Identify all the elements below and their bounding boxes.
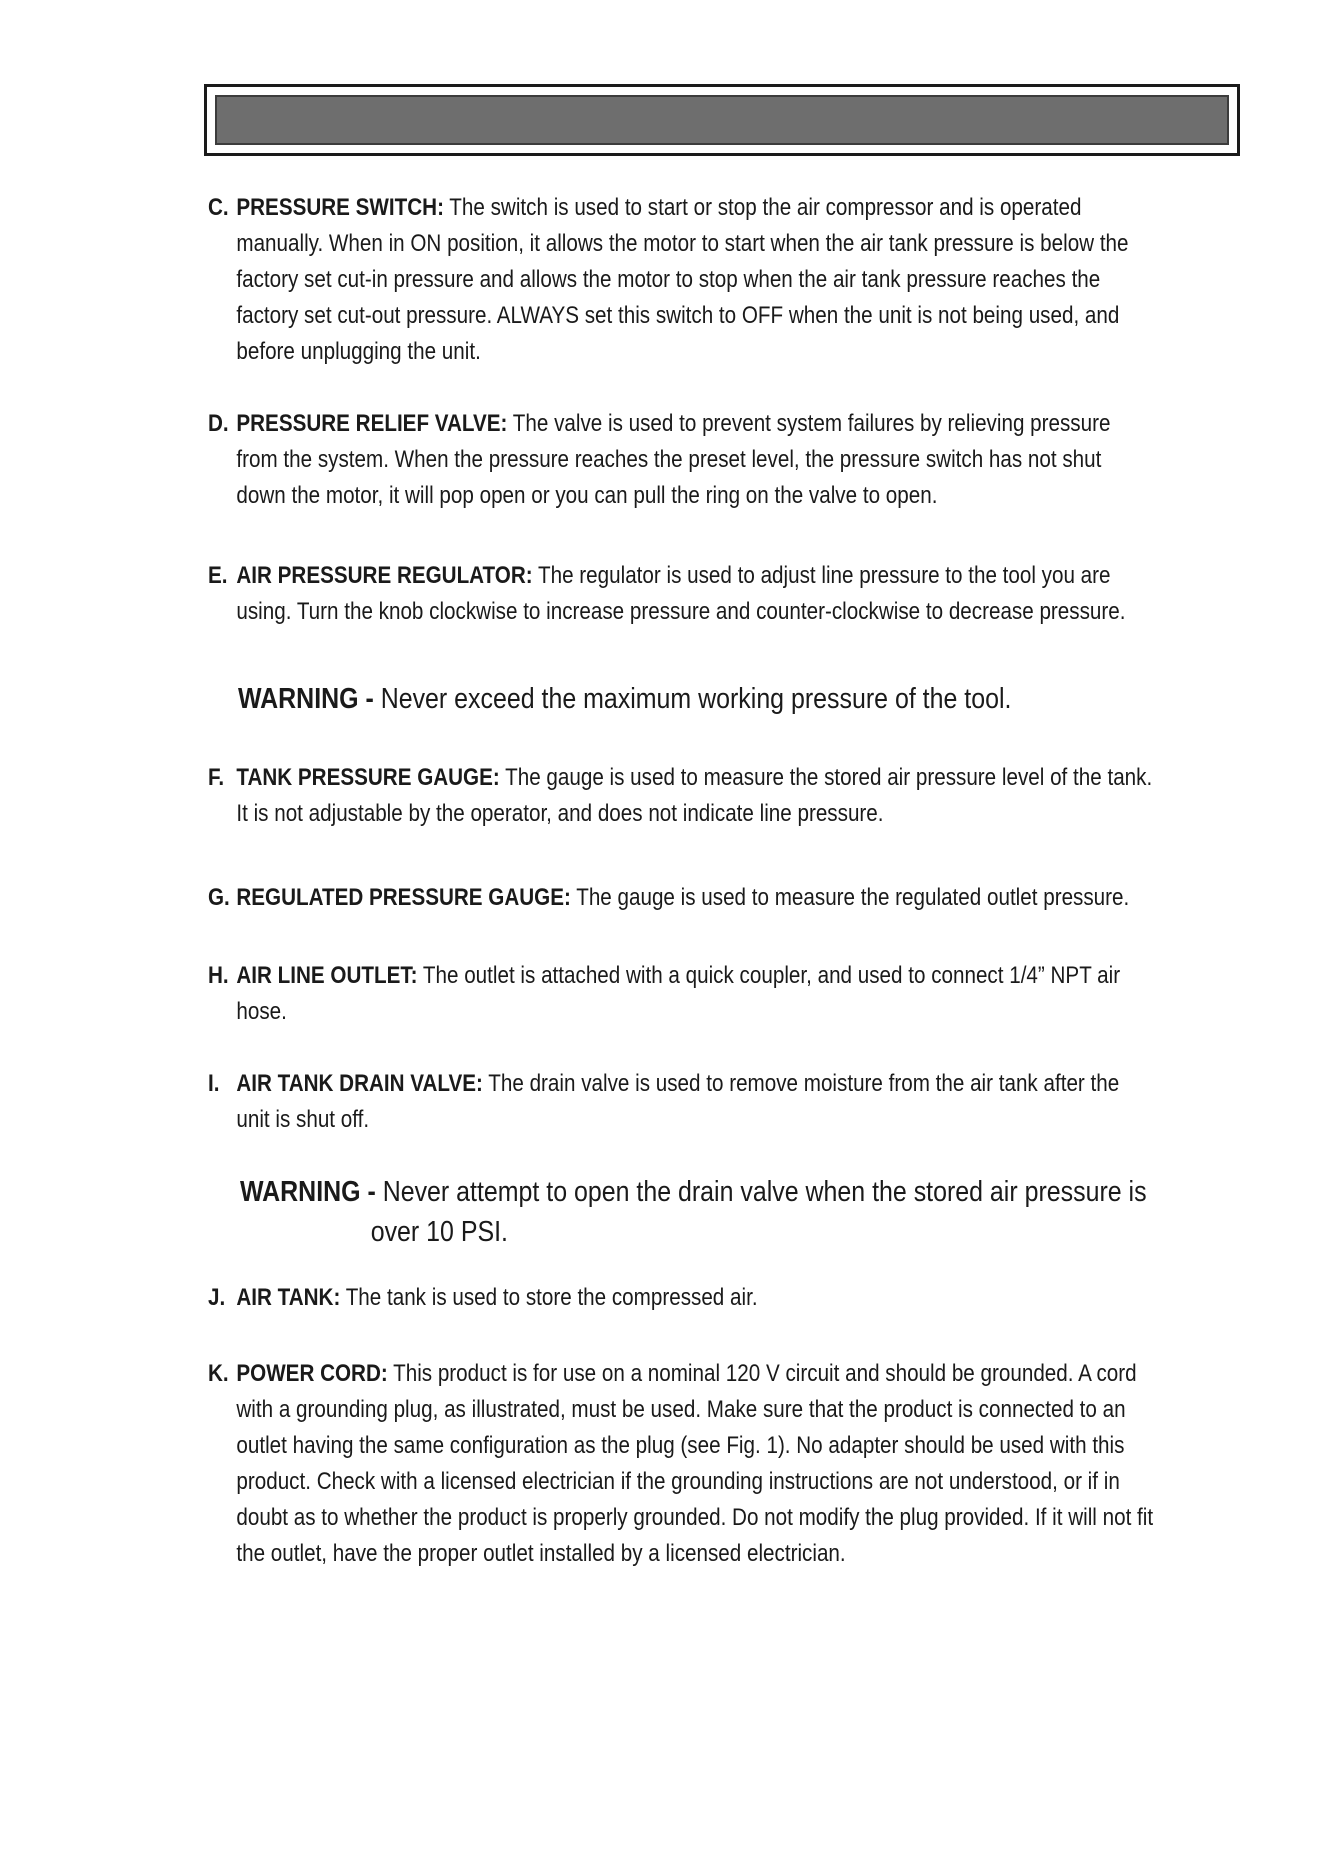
item-letter: D. — [208, 410, 229, 437]
item-letter: J. — [208, 1284, 226, 1311]
item-label: PRESSURE RELIEF VALVE: — [236, 410, 508, 437]
item-letter: G. — [208, 884, 230, 911]
item-text: The regulator is used to adjust line pressure to the tool you are using. Turn the knob clockwise to increase pressure and counter-clockwise to decrease pressure. — [236, 562, 1126, 625]
item-text: The gauge is used to measure the stored air pressure level of the tank. It is not adjustable by the operator, and does not indicate line pressure. — [236, 764, 1153, 827]
item-label: POWER CORD: — [236, 1360, 388, 1387]
item-label: PRESSURE SWITCH: — [236, 194, 444, 221]
item-letter: I. — [208, 1070, 220, 1097]
item-text: The gauge is used to measure the regulated outlet pressure. — [576, 884, 1130, 911]
item-tank-pressure-gauge — [208, 760, 1155, 832]
item-letter: H. — [208, 962, 229, 989]
section-header-bar — [215, 95, 1229, 145]
warning-text-line2: over 10 PSI. — [370, 1216, 508, 1248]
item-air-tank-drain-valve — [208, 1066, 1155, 1138]
item-label: AIR TANK DRAIN VALVE: — [236, 1070, 483, 1097]
item-label: AIR TANK: — [236, 1284, 341, 1311]
item-letter: K. — [208, 1360, 229, 1387]
item-letter: F. — [208, 764, 225, 791]
item-label: TANK PRESSURE GAUGE: — [236, 764, 500, 791]
item-text: The switch is used to start or stop the air compressor and is operated manually. When in ON position, it allows the motor to start when the air tank pressure is below the factory set cut-in pressure and allows the motor to stop when the air tank pressure reaches the factory set cut-out pressure. ALWAYS set this switch to OFF when the unit is not being used, and before unplugging the unit. — [236, 194, 1129, 365]
item-regulated-pressure-gauge — [208, 880, 1174, 916]
item-air-pressure-regulator — [208, 558, 1155, 630]
warning-text: Never exceed the maximum working pressure of the tool. — [380, 683, 1012, 715]
item-power-cord — [208, 1356, 1155, 1572]
warning-max-pressure — [238, 680, 1132, 718]
warning-drain-valve — [240, 1172, 1160, 1252]
item-text: The drain valve is used to remove moisture from the air tank after the unit is shut off. — [236, 1070, 1120, 1133]
warning-text-line1: Never attempt to open the drain valve when the stored air pressure is — [382, 1176, 1147, 1208]
item-label: REGULATED PRESSURE GAUGE: — [236, 884, 571, 911]
item-pressure-relief-valve — [208, 406, 1155, 514]
item-label: AIR PRESSURE REGULATOR: — [236, 562, 533, 589]
warning-label: WARNING - — [238, 683, 374, 715]
item-text: This product is for use on a nominal 120 V circuit and should be grounded. A cord with a grounding plug, as illustrated, must be used. Make sure that the product is connected to an outlet having the same configuration as the plug (see Fig. 1). No adapter should be used with this product. Check with a licensed electrician if the grounding instructions are not understood, or if in doubt as to whether the product is properly grounded. Do not modify the plug provided. If it will not fit the outlet, have the proper outlet installed by a licensed electrician. — [236, 1360, 1154, 1567]
item-air-line-outlet — [208, 958, 1155, 1030]
section-header-frame — [204, 84, 1240, 156]
item-pressure-switch — [208, 190, 1155, 370]
item-label: AIR LINE OUTLET: — [236, 962, 418, 989]
item-text: The tank is used to store the compressed air. — [345, 1284, 758, 1311]
item-text: The outlet is attached with a quick coupler, and used to connect 1/4” NPT air hose. — [236, 962, 1121, 1025]
item-air-tank — [208, 1280, 1155, 1316]
warning-label: WARNING - — [240, 1176, 376, 1208]
item-letter: E. — [208, 562, 228, 589]
item-text: The valve is used to prevent system failures by relieving pressure from the system. When the pressure reaches the preset level, the pressure switch has not shut down the motor, it will pop open or you can pull the ring on the valve to open. — [236, 410, 1111, 509]
item-letter: C. — [208, 194, 229, 221]
